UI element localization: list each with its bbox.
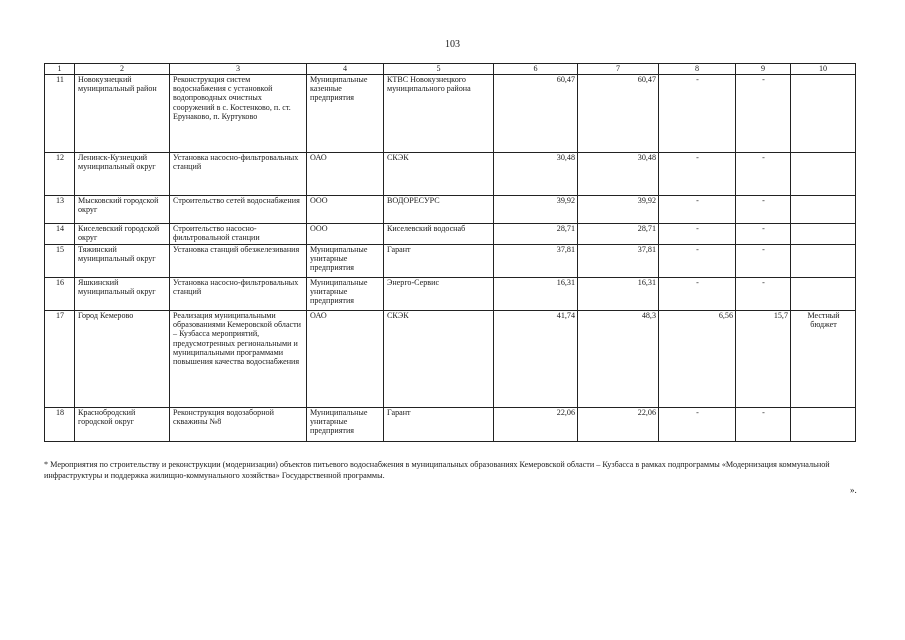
activity-cell: Строительство сетей водоснабжения bbox=[170, 196, 307, 224]
value-col7-cell: 37,81 bbox=[578, 245, 659, 278]
value-col6-cell: 60,47 bbox=[494, 75, 578, 153]
table-row bbox=[45, 245, 856, 278]
operator-cell: Киселевский водоснаб bbox=[384, 224, 494, 245]
operator-cell: КТВС Новокузнецкого муниципального района bbox=[384, 75, 494, 153]
municipality-cell: Киселевский городской округ bbox=[75, 224, 170, 245]
value-col7-cell: 16,31 bbox=[578, 278, 659, 311]
activity-cell: Строительство насосно-фильтровальной станции bbox=[170, 224, 307, 245]
row-number-cell: 18 bbox=[45, 408, 75, 442]
value-col9-cell: - bbox=[736, 278, 791, 311]
value-col7-cell: 39,92 bbox=[578, 196, 659, 224]
value-col7-cell: 30,48 bbox=[578, 153, 659, 196]
municipality-cell: Краснобродский городской округ bbox=[75, 408, 170, 442]
operator-cell: Гарант bbox=[384, 408, 494, 442]
value-col6-cell: 28,71 bbox=[494, 224, 578, 245]
activity-cell: Реализация муниципальными образованиями Кемеровской области – Кузбасса мероприятий, предусмотренных региональными и муниципальными программами повышения качества водоснабжения bbox=[170, 311, 307, 408]
org-form-cell: ООО bbox=[307, 224, 384, 245]
row-number-cell: 14 bbox=[45, 224, 75, 245]
activity-cell: Установка насосно-фильтровальных станций bbox=[170, 153, 307, 196]
row-number-cell: 11 bbox=[45, 75, 75, 153]
footnote: * Мероприятия по строительству и реконструкции (модернизации) объектов питьевого водоснабжения в муниципальных образованиях Кемеровской области – Кузбасса в рамках подпрограммы «Модернизация коммунальной инфраструктуры и поддержка жилищно-коммунального хозяйства» Государственной программы. bbox=[44, 460, 830, 480]
table-row bbox=[45, 278, 856, 311]
table-header-row bbox=[45, 64, 856, 75]
municipality-cell: Мысковский городской округ bbox=[75, 196, 170, 224]
page-number: 103 bbox=[445, 39, 460, 50]
table-row bbox=[45, 224, 856, 245]
header-cell: 7 bbox=[578, 64, 659, 75]
value-col9-cell: - bbox=[736, 75, 791, 153]
note-cell bbox=[791, 245, 856, 278]
value-col8-cell: - bbox=[659, 196, 736, 224]
activity-cell: Реконструкция систем водоснабжения с установкой водопроводных очистных сооружений в с. Костенково, п. ст. Ерунаково, п. Куртуково bbox=[170, 75, 307, 153]
header-cell: 5 bbox=[384, 64, 494, 75]
header-cell: 3 bbox=[170, 64, 307, 75]
header-cell: 2 bbox=[75, 64, 170, 75]
note-cell bbox=[791, 224, 856, 245]
header-cell: 8 bbox=[659, 64, 736, 75]
value-col7-cell: 28,71 bbox=[578, 224, 659, 245]
org-form-cell: ООО bbox=[307, 196, 384, 224]
value-col6-cell: 39,92 bbox=[494, 196, 578, 224]
activity-cell: Реконструкция водозаборной скважины №8 bbox=[170, 408, 307, 442]
value-col6-cell: 16,31 bbox=[494, 278, 578, 311]
row-number-cell: 16 bbox=[45, 278, 75, 311]
table-row bbox=[45, 311, 856, 408]
table-row bbox=[45, 408, 856, 442]
value-col7-cell: 60,47 bbox=[578, 75, 659, 153]
value-col9-cell: - bbox=[736, 224, 791, 245]
operator-cell: Гарант bbox=[384, 245, 494, 278]
municipality-cell: Ленинск-Кузнецкий муниципальный округ bbox=[75, 153, 170, 196]
row-number-cell: 15 bbox=[45, 245, 75, 278]
row-number-cell: 17 bbox=[45, 311, 75, 408]
value-col7-cell: 48,3 bbox=[578, 311, 659, 408]
header-cell: 4 bbox=[307, 64, 384, 75]
value-col9-cell: - bbox=[736, 196, 791, 224]
operator-cell: Энерго-Сервис bbox=[384, 278, 494, 311]
value-col6-cell: 22,06 bbox=[494, 408, 578, 442]
header-cell: 6 bbox=[494, 64, 578, 75]
municipality-cell: Город Кемерово bbox=[75, 311, 170, 408]
activity-cell: Установка насосно-фильтровальных станций bbox=[170, 278, 307, 311]
value-col8-cell: - bbox=[659, 408, 736, 442]
note-cell bbox=[791, 408, 856, 442]
value-col6-cell: 41,74 bbox=[494, 311, 578, 408]
note-cell bbox=[791, 278, 856, 311]
org-form-cell: Муниципальные унитарные предприятия bbox=[307, 278, 384, 311]
org-form-cell: ОАО bbox=[307, 153, 384, 196]
value-col8-cell: - bbox=[659, 245, 736, 278]
activity-cell: Установка станций обезжелезивания bbox=[170, 245, 307, 278]
header-cell: 1 bbox=[45, 64, 75, 75]
value-col8-cell: - bbox=[659, 278, 736, 311]
table-row bbox=[45, 153, 856, 196]
value-col9-cell: - bbox=[736, 408, 791, 442]
note-cell bbox=[791, 196, 856, 224]
note-cell: Местный бюджет bbox=[791, 311, 856, 408]
value-col6-cell: 37,81 bbox=[494, 245, 578, 278]
org-form-cell: ОАО bbox=[307, 311, 384, 408]
table-row bbox=[45, 196, 856, 224]
value-col7-cell: 22,06 bbox=[578, 408, 659, 442]
header-cell: 10 bbox=[791, 64, 856, 75]
header-cell: 9 bbox=[736, 64, 791, 75]
value-col8-cell: 6,56 bbox=[659, 311, 736, 408]
note-cell bbox=[791, 75, 856, 153]
operator-cell: ВОДОРЕСУРС bbox=[384, 196, 494, 224]
measures-table bbox=[44, 63, 856, 442]
value-col8-cell: - bbox=[659, 153, 736, 196]
row-number-cell: 13 bbox=[45, 196, 75, 224]
table-row bbox=[45, 75, 856, 153]
org-form-cell: Муниципальные унитарные предприятия bbox=[307, 408, 384, 442]
municipality-cell: Новокузнецкий муниципальный район bbox=[75, 75, 170, 153]
operator-cell: СКЭК bbox=[384, 153, 494, 196]
operator-cell: СКЭК bbox=[384, 311, 494, 408]
value-col8-cell: - bbox=[659, 75, 736, 153]
value-col6-cell: 30,48 bbox=[494, 153, 578, 196]
value-col9-cell: - bbox=[736, 153, 791, 196]
end-mark: ». bbox=[850, 485, 857, 495]
municipality-cell: Тяжинский муниципальный округ bbox=[75, 245, 170, 278]
org-form-cell: Муниципальные казенные предприятия bbox=[307, 75, 384, 153]
value-col9-cell: 15,7 bbox=[736, 311, 791, 408]
org-form-cell: Муниципальные унитарные предприятия bbox=[307, 245, 384, 278]
value-col9-cell: - bbox=[736, 245, 791, 278]
municipality-cell: Яшкинский муниципальный округ bbox=[75, 278, 170, 311]
value-col8-cell: - bbox=[659, 224, 736, 245]
row-number-cell: 12 bbox=[45, 153, 75, 196]
note-cell bbox=[791, 153, 856, 196]
